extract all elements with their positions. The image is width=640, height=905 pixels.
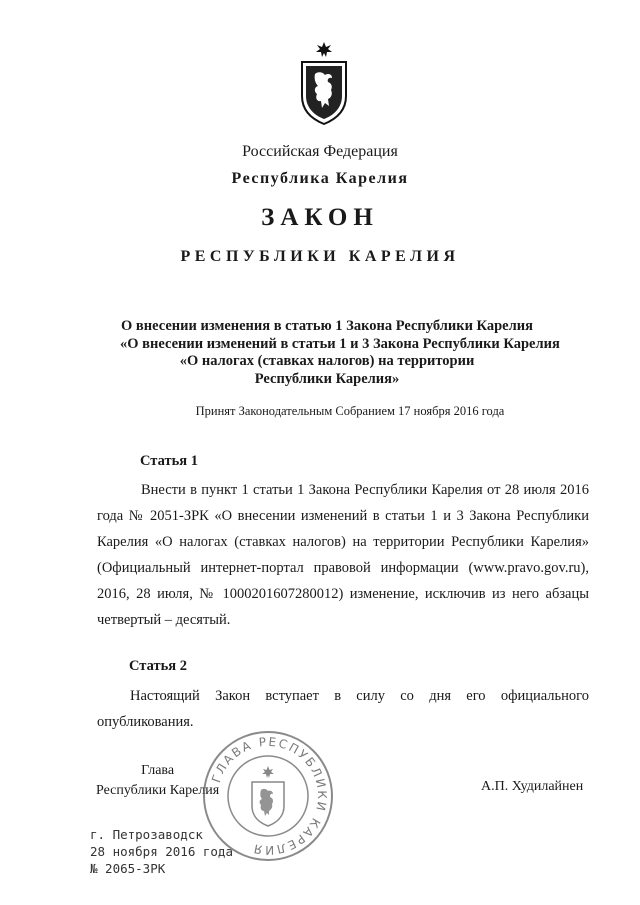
law-name-line: «О налогах (ставках налогов) на территории <box>179 353 475 369</box>
document-footer <box>90 826 233 877</box>
signatory-position-line: Глава <box>141 763 175 778</box>
signatory-position-line: Республики Карелия <box>96 783 220 798</box>
coat-of-arms-icon <box>298 40 350 126</box>
footer-date: 28 ноября 2016 года <box>90 844 233 859</box>
signatory-name: А.П. Худилайнен <box>481 779 584 794</box>
stamp-emblem-icon <box>252 766 284 826</box>
article-1-text: Внести в пункт 1 статьи 1 Закона Республики Карелия от 28 июля 2016 года № 2051-ЗРК «О внесении изменений в статьи 1 и 3 Закона Республики Карелия «О налогах (ставках налогов) на территории Республики Карелия» (Официальный интернет-портал правовой информации (www.pravo.gov.ru), 2016, 28 июля, № 1000201607280012) изменение, исключив из него абзацы четвертый – десятый. <box>97 482 589 628</box>
law-title: ЗАКОН <box>261 204 379 231</box>
law-name-line: Республики Карелия» <box>254 370 400 387</box>
footer-number: № 2065-ЗРК <box>90 861 166 876</box>
article-1-title: Статья 1 <box>140 453 198 469</box>
article-2-title: Статья 2 <box>129 658 187 674</box>
footer-city: г. Петрозаводск <box>90 827 203 842</box>
republic-heading: Республика Карелия <box>231 170 409 187</box>
law-name-line: «О внесении изменений в статьи 1 и 3 Закона Республики Карелия <box>120 335 560 352</box>
stamp-ring-text: ГЛАВА РЕСПУБЛИКИ КАРЕЛИЯ <box>208 734 330 858</box>
law-name <box>120 318 560 388</box>
article-2-text: Настоящий Закон вступает в силу со дня его официального опубликования. <box>97 688 589 730</box>
law-subtitle: РЕСПУБЛИКИ КАРЕЛИЯ <box>180 248 460 265</box>
law-name-line: О внесении изменения в статью 1 Закона Республики Карелия <box>121 318 533 334</box>
federation-heading: Российская Федерация <box>242 143 398 160</box>
adoption-note: Принят Законодательным Собранием 17 ноября 2016 года <box>195 404 505 418</box>
